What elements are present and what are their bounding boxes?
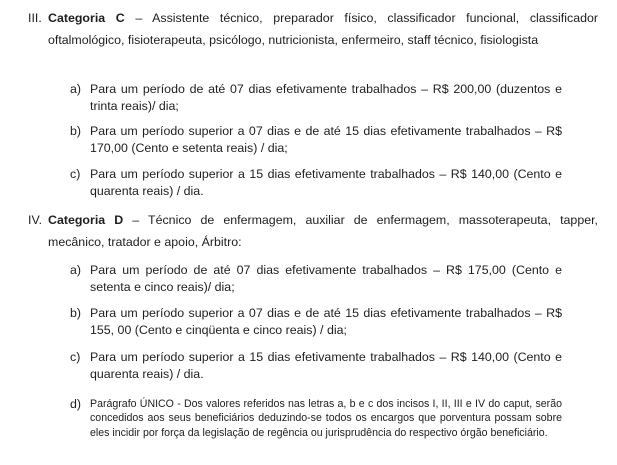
category-d <box>28 210 598 253</box>
item-text: Para um período superior a 07 dias e de até 15 dias efetivamente trabalhados – R$ 170,00 (Cento e setenta reais) / dia; <box>90 124 562 155</box>
category-c-item-c <box>70 166 562 200</box>
item-text: Para um período de até 07 dias efetivamente trabalhados – R$ 175,00 (Cento e setenta e cinco reais)/ dia; <box>90 263 562 294</box>
category-c <box>28 8 598 51</box>
category-d-item-c <box>70 349 562 383</box>
category-c-item-a <box>70 81 562 115</box>
category-d-text: – Técnico de enfermagem, auxiliar de enfermagem, massoterapeuta, tapper, mecânico, tratador e apoio, Árbitro: <box>48 213 598 249</box>
item-label: d) <box>70 397 82 411</box>
item-text: Para um período superior a 07 dias e de até 15 dias efetivamente trabalhados – R$ 155, 00 (Cento e cinqüenta e cinco reais) / dia; <box>90 306 562 337</box>
item-text: Para um período de até 07 dias efetivamente trabalhados – R$ 200,00 (duzentos e trinta reais)/ dia; <box>90 82 562 113</box>
item-label: a) <box>70 263 82 277</box>
item-label: a) <box>70 82 82 96</box>
category-d-item-d <box>70 397 562 440</box>
item-label: b) <box>70 306 82 320</box>
category-d-item-b <box>70 305 562 339</box>
category-c-title: Categoria C <box>48 11 125 25</box>
item-text: Parágrafo ÚNICO - Dos valores referidos nas letras a, b e c dos incisos I, II, III e IV do caput, serão concedidos aos seus beneficiários deduzindo-se todos os encargos que porventura possam sobre eles incidir por força da legislação de regência ou jurisprudência do respectivo órgão beneficiário. <box>90 398 562 439</box>
item-label: b) <box>70 124 82 138</box>
item-text: Para um período superior a 15 dias efetivamente trabalhados – R$ 140,00 (Cento e quarenta reais) / dia. <box>90 350 562 381</box>
item-label: c) <box>70 350 81 364</box>
category-d-numeral: IV. <box>28 213 43 227</box>
item-label: c) <box>70 167 81 181</box>
item-text: Para um período superior a 15 dias efetivamente trabalhados – R$ 140,00 (Cento e quarenta reais) / dia. <box>90 167 562 198</box>
category-d-title: Categoria D <box>48 213 124 227</box>
category-d-item-a <box>70 262 562 296</box>
category-c-text: – Assistente técnico, preparador físico, classificador funcional, classificador oftalmológico, fisioterapeuta, psicólogo, nutricionista, enfermeiro, staff técnico, fisiologista <box>48 11 598 47</box>
category-c-item-b <box>70 123 562 157</box>
category-c-numeral: III. <box>28 11 42 25</box>
